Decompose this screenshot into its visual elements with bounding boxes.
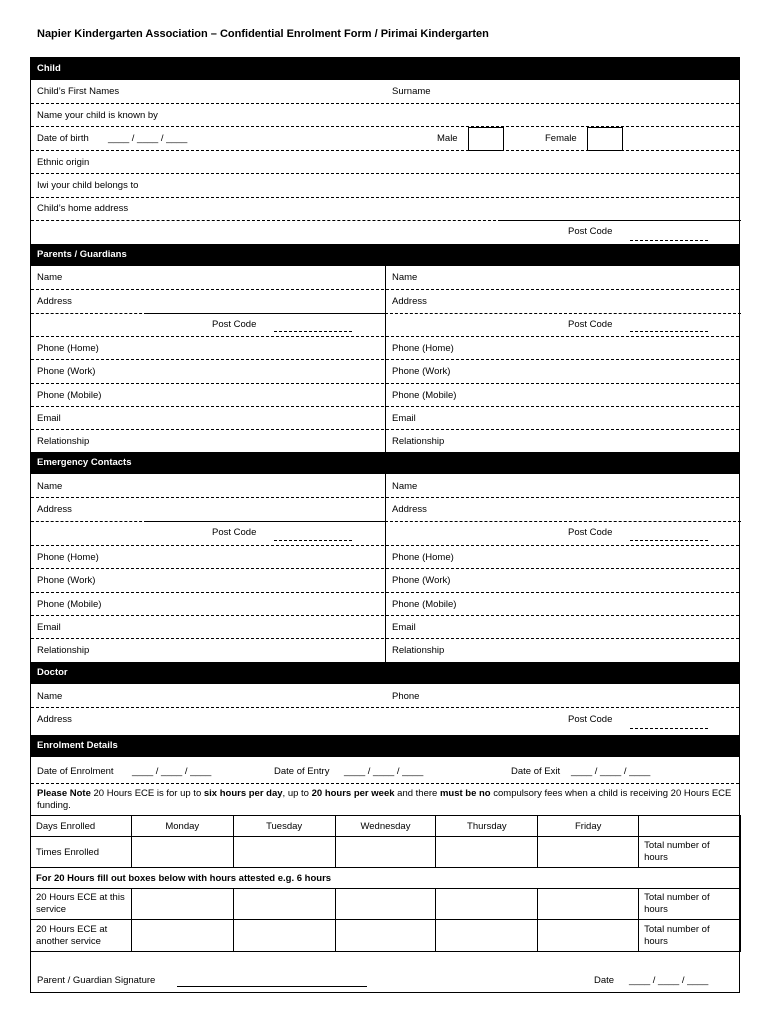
parent1-name-label: Name: [37, 272, 63, 283]
days-enrolled-label: Days Enrolled: [31, 816, 132, 837]
times-thursday-cell[interactable]: [436, 837, 538, 868]
day-wednesday: Wednesday: [335, 816, 436, 837]
parent-name-row: [31, 266, 739, 290]
emergency2-phone-home-label: Phone (Home): [392, 552, 454, 563]
emergency-post-code-row: [31, 522, 739, 546]
enrolment-dates-row: [31, 757, 739, 784]
fill-note: For 20 Hours fill out boxes below with hours attested e.g. 6 hours: [31, 868, 741, 889]
parent2-phone-work-label: Phone (Work): [392, 366, 451, 377]
male-checkbox[interactable]: [468, 127, 504, 151]
child-post-code-blank[interactable]: [630, 240, 708, 241]
days-row: [31, 816, 741, 837]
note-text: and there: [394, 788, 440, 799]
times-friday-cell[interactable]: [538, 837, 639, 868]
parent2-post-code-label: Post Code: [568, 319, 613, 330]
emergency-name-row: [31, 474, 739, 498]
doctor-name-label: Name: [37, 691, 63, 702]
child-address-row: [31, 198, 739, 221]
parent1-post-code-label: Post Code: [212, 319, 257, 330]
emergency2-post-code-label: Post Code: [568, 527, 613, 538]
blank-cell: [639, 816, 741, 837]
known-by-label: Name your child is known by: [37, 110, 158, 121]
ece-this-monday-cell[interactable]: [131, 889, 233, 920]
emergency1-phone-mobile-label: Phone (Mobile): [37, 599, 102, 610]
parent-relationship-row: [31, 430, 739, 452]
parent2-name-label: Name: [392, 272, 418, 283]
date-entry-label: Date of Entry: [274, 766, 330, 777]
doctor-name-row: [31, 684, 739, 708]
section-header-emergency: Emergency Contacts: [31, 452, 739, 474]
emergency1-name-label: Name: [37, 481, 63, 492]
note-bold: six hours per day: [203, 788, 283, 799]
day-tuesday: Tuesday: [233, 816, 335, 837]
day-monday: Monday: [131, 816, 233, 837]
child-names-row: [31, 80, 739, 104]
total-hours-label: Total number of hours: [639, 920, 741, 952]
parent-phone-work-row: [31, 360, 739, 384]
note-bold: 20 hours per week: [311, 788, 395, 799]
section-header-enrolment: Enrolment Details: [31, 735, 739, 757]
iwi-label: Iwi your child belongs to: [37, 180, 139, 191]
emergency1-phone-work-label: Phone (Work): [37, 575, 96, 586]
ece-this-label: 20 Hours ECE at this service: [31, 889, 132, 920]
emergency-phone-home-row: [31, 546, 739, 569]
times-tuesday-cell[interactable]: [233, 837, 335, 868]
parent1-post-code-blank[interactable]: [274, 331, 352, 332]
emergency-email-row: [31, 616, 739, 639]
parent-email-row: [31, 407, 739, 430]
times-monday-cell[interactable]: [131, 837, 233, 868]
date-exit-label: Date of Exit: [511, 766, 561, 777]
female-label: Female: [545, 133, 577, 144]
section-header-doctor: Doctor: [31, 662, 739, 684]
date-enrolment-blank[interactable]: ____ / ____ / ____: [132, 766, 212, 777]
times-row: [31, 837, 741, 868]
female-checkbox[interactable]: [587, 127, 623, 151]
doctor-phone-label: Phone: [392, 691, 420, 702]
emergency1-post-code-label: Post Code: [212, 527, 257, 538]
funding-note: [37, 788, 733, 812]
parent2-address-label: Address: [392, 296, 427, 307]
date-entry-blank[interactable]: ____ / ____ / ____: [344, 766, 424, 777]
times-wednesday-cell[interactable]: [335, 837, 436, 868]
total-hours-label: Total number of hours: [639, 889, 741, 920]
times-enrolled-label: Times Enrolled: [31, 837, 132, 868]
emergency2-email-label: Email: [392, 622, 416, 633]
signature-line[interactable]: [177, 986, 367, 987]
parent-address-row: [31, 290, 739, 313]
emergency1-post-code-blank[interactable]: [274, 540, 352, 541]
emergency1-relationship-label: Relationship: [37, 645, 90, 656]
emergency2-phone-work-label: Phone (Work): [392, 575, 451, 586]
child-known-by-row: [31, 104, 739, 127]
ece-this-friday-cell[interactable]: [538, 889, 639, 920]
emergency2-relationship-label: Relationship: [392, 645, 445, 656]
doctor-post-code-blank[interactable]: [630, 728, 708, 729]
ece-other-thursday-cell[interactable]: [436, 920, 538, 952]
parent1-email-label: Email: [37, 413, 61, 424]
parent1-relationship-label: Relationship: [37, 436, 90, 447]
section-header-child: Child: [31, 58, 739, 80]
child-post-code-label: Post Code: [568, 226, 613, 237]
dob-label: Date of birth: [37, 133, 89, 144]
emergency1-email-label: Email: [37, 622, 61, 633]
parent-phone-home-row: [31, 337, 739, 360]
ece-other-label: 20 Hours ECE at another service: [31, 920, 132, 952]
enrolment-form: [30, 57, 740, 993]
emergency2-phone-mobile-label: Phone (Mobile): [392, 599, 457, 610]
ece-other-friday-cell[interactable]: [538, 920, 639, 952]
parent2-phone-mobile-label: Phone (Mobile): [392, 390, 457, 401]
parent2-phone-home-label: Phone (Home): [392, 343, 454, 354]
parent2-post-code-blank[interactable]: [630, 331, 708, 332]
child-iwi-row: [31, 174, 739, 198]
emergency2-address-label: Address: [392, 504, 427, 515]
male-label: Male: [437, 133, 458, 144]
divider: [501, 220, 741, 221]
child-dob-row: [31, 127, 739, 151]
emergency2-post-code-blank[interactable]: [630, 540, 708, 541]
emergency2-name-label: Name: [392, 481, 418, 492]
emergency1-phone-home-label: Phone (Home): [37, 552, 99, 563]
days-table: [30, 815, 741, 952]
child-first-names-label: Child’s First Names: [37, 86, 120, 97]
total-hours-label: Total number of hours: [639, 837, 741, 868]
ethnic-label: Ethnic origin: [37, 157, 90, 168]
signature-date-blank[interactable]: ____ / ____ / ____: [629, 975, 709, 986]
parent1-phone-work-label: Phone (Work): [37, 366, 96, 377]
section-header-parents: Parents / Guardians: [31, 244, 739, 266]
date-enrolment-label: Date of Enrolment: [37, 766, 114, 777]
parent1-address-label: Address: [37, 296, 72, 307]
form-title: Napier Kindergarten Association – Confidential Enrolment Form / Pirimai Kindergarten: [37, 28, 489, 40]
doctor-post-code-label: Post Code: [568, 714, 613, 725]
parent-phone-mobile-row: [31, 384, 739, 407]
note-text: compulsory fees when a child is receiving 20 Hours ECE funding.: [37, 788, 732, 811]
note-bold: must be no: [439, 788, 491, 799]
note-bold: Please Note: [37, 788, 91, 799]
ece-this-tuesday-cell[interactable]: [233, 889, 335, 920]
emergency-relationship-row: [31, 639, 739, 662]
emergency-phone-mobile-row: [31, 593, 739, 616]
doctor-address-label: Address: [37, 714, 72, 725]
ece-this-row: [31, 889, 741, 920]
emergency-phone-work-row: [31, 569, 739, 593]
ece-other-wednesday-cell[interactable]: [335, 920, 436, 952]
signature-date-label: Date: [594, 975, 615, 986]
child-address-label: Child’s home address: [37, 203, 129, 214]
fill-note-row: [31, 868, 741, 889]
child-surname-label: Surname: [392, 86, 431, 97]
emergency1-address-label: Address: [37, 504, 72, 515]
emergency-address-row: [31, 498, 739, 521]
day-friday: Friday: [538, 816, 639, 837]
parent2-relationship-label: Relationship: [392, 436, 445, 447]
parent2-email-label: Email: [392, 413, 416, 424]
day-thursday: Thursday: [436, 816, 538, 837]
note-text: 20 Hours ECE is for up to: [90, 788, 204, 799]
note-text: , up to: [282, 788, 312, 799]
ece-this-thursday-cell[interactable]: [436, 889, 538, 920]
parent1-phone-mobile-label: Phone (Mobile): [37, 390, 102, 401]
date-exit-blank[interactable]: ____ / ____ / ____: [571, 766, 651, 777]
ece-other-tuesday-cell[interactable]: [233, 920, 335, 952]
parent-post-code-row: [31, 314, 739, 337]
doctor-address-row: [31, 708, 739, 735]
ece-other-row: [31, 920, 741, 952]
dob-blank[interactable]: ____ / ____ / ____: [108, 133, 188, 144]
divider: [31, 220, 501, 221]
parent1-phone-home-label: Phone (Home): [37, 343, 99, 354]
signature-label: Parent / Guardian Signature: [37, 975, 156, 986]
child-ethnic-row: [31, 151, 739, 174]
ece-other-monday-cell[interactable]: [131, 920, 233, 952]
ece-this-wednesday-cell[interactable]: [335, 889, 436, 920]
